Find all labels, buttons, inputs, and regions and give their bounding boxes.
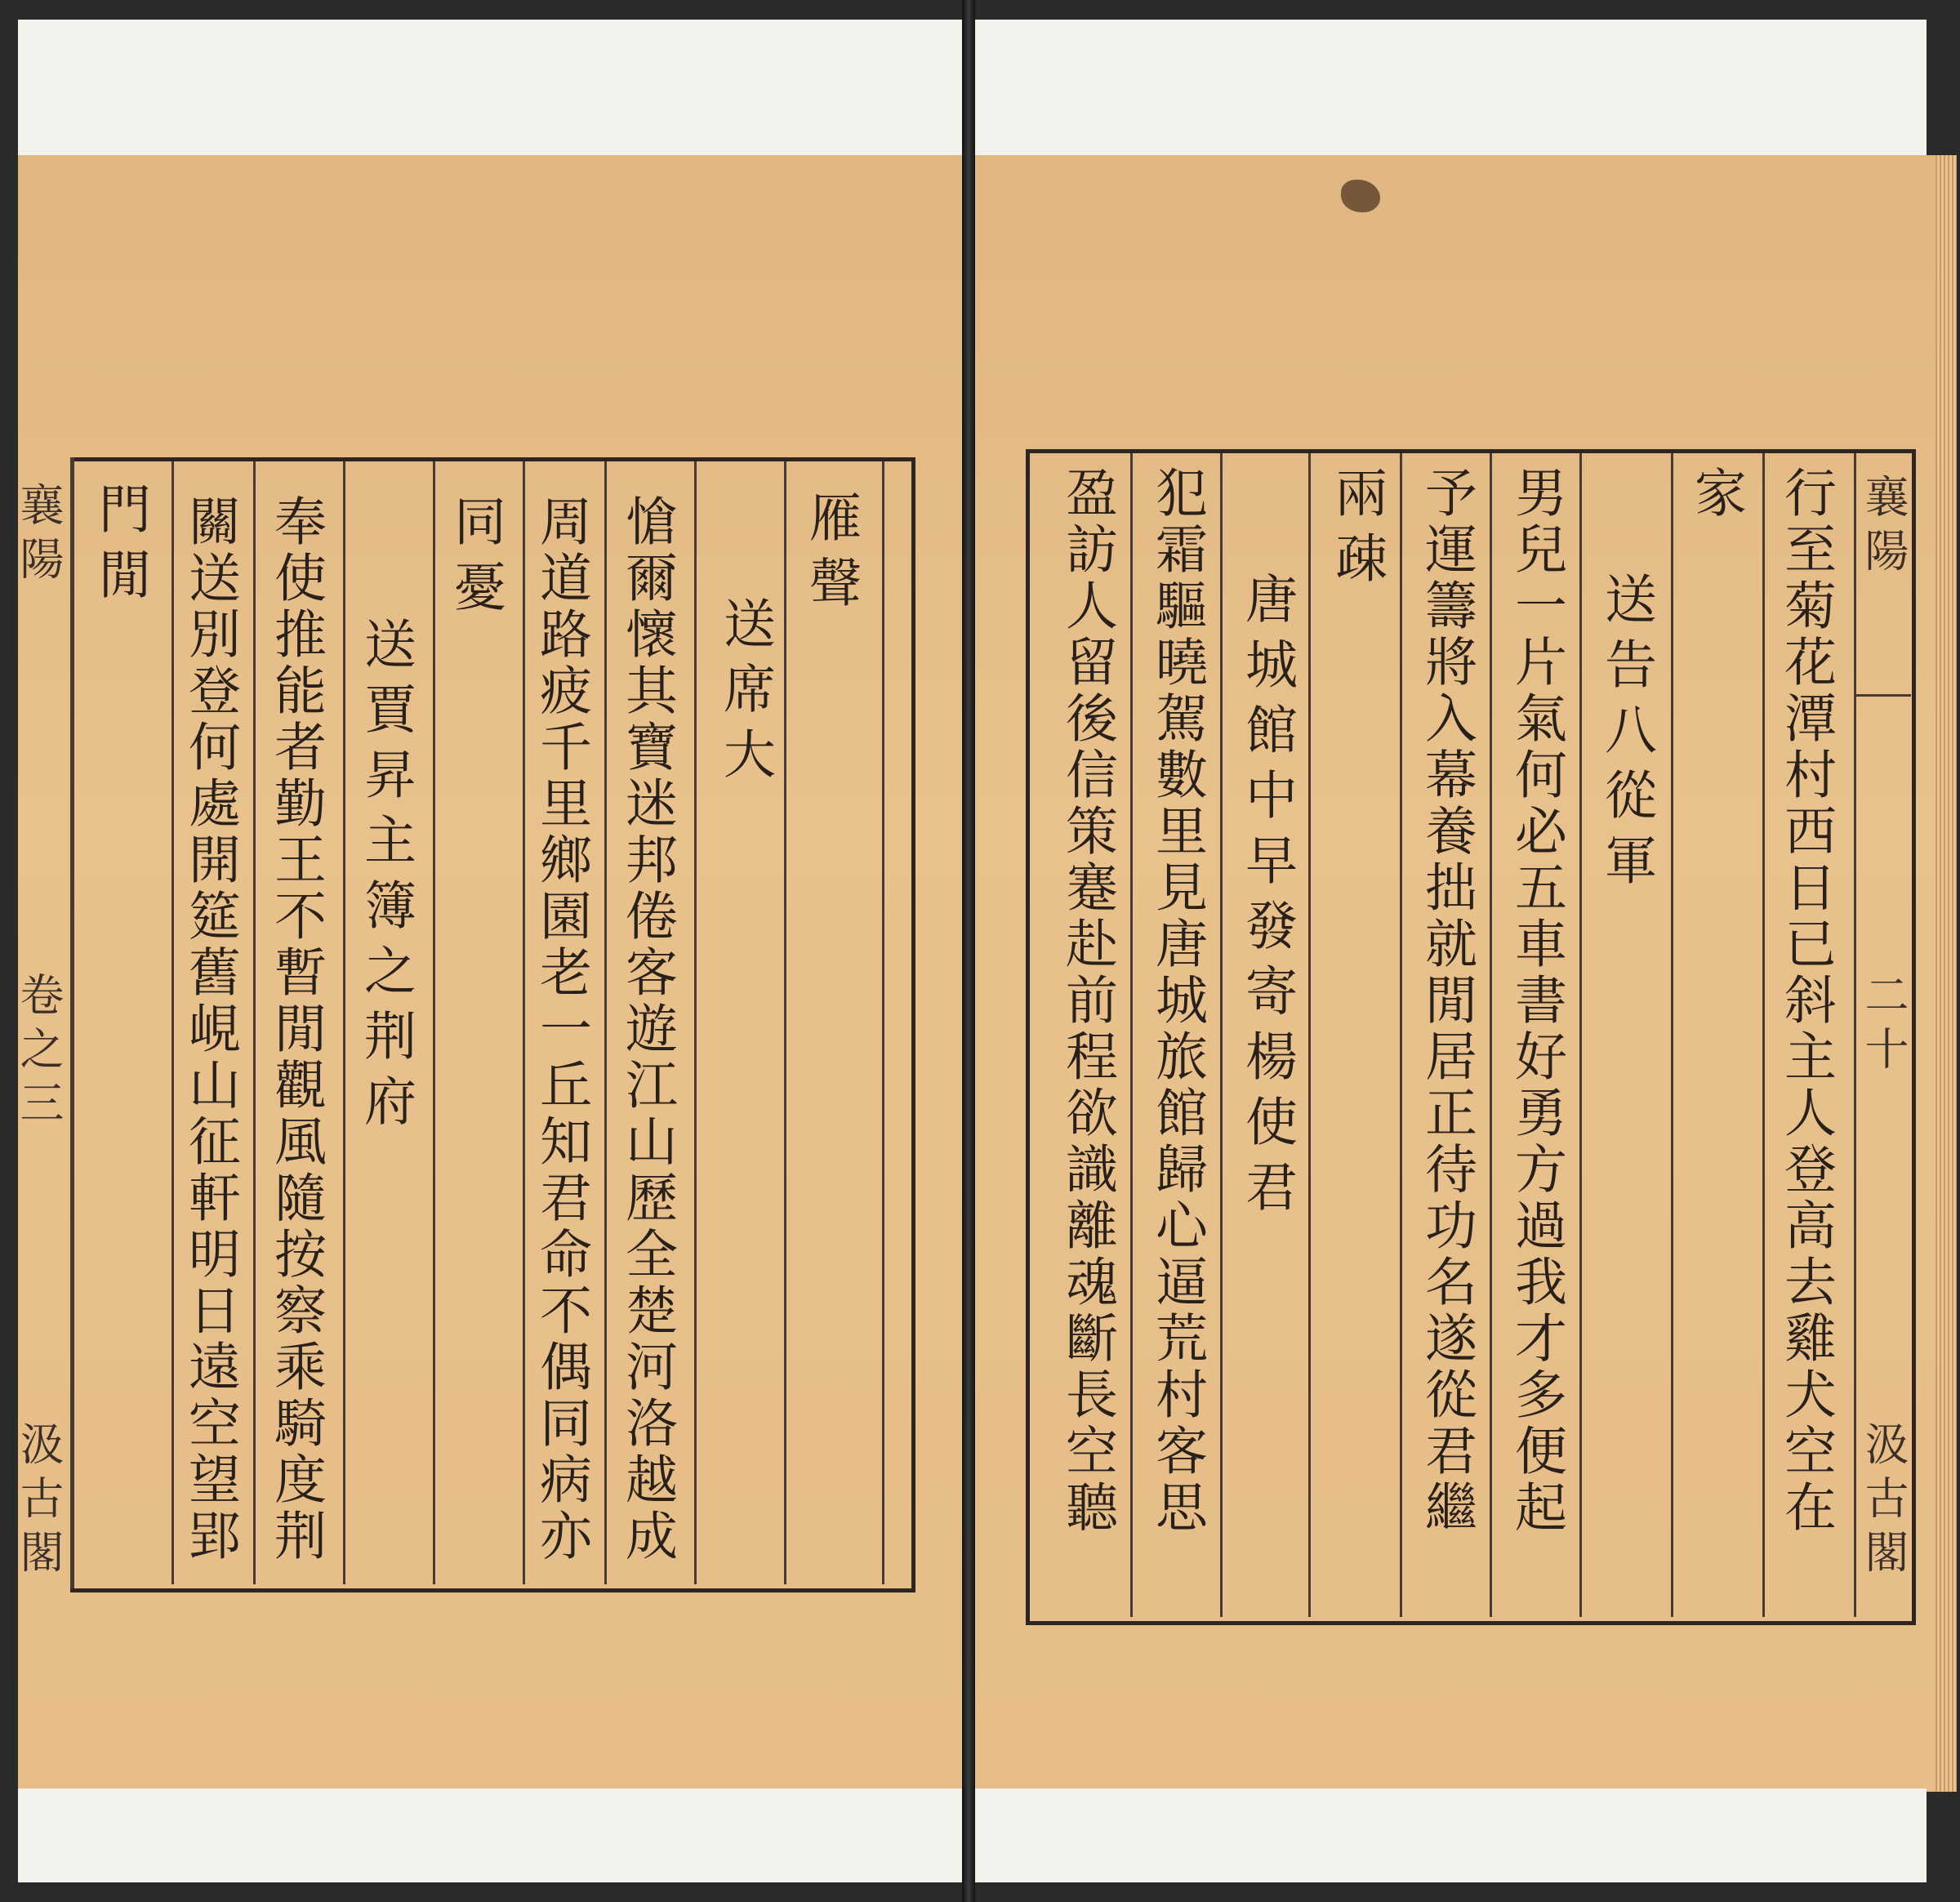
text-column-8: 犯霜驅曉駕數里見唐城旅館歸心逼荒村客思 [1147, 465, 1207, 1536]
margin-divider [1854, 694, 1911, 697]
margin-title: 襄陽 [13, 482, 65, 590]
column-rule [1579, 453, 1582, 1617]
right-page [975, 0, 1960, 1902]
column-rule [1671, 453, 1673, 1617]
column-rule [1854, 453, 1856, 1617]
text-column-5: 同憂 [445, 494, 506, 625]
text-column-3: 送告八從軍 [1596, 572, 1656, 898]
column-rule [604, 461, 607, 1584]
text-column-7: 唐城館中早發寄楊使君 [1236, 572, 1297, 1225]
bottom-margin-board [18, 1788, 964, 1882]
column-rule [433, 461, 435, 1584]
text-column-9: 門閒 [90, 482, 150, 612]
column-rule [784, 461, 786, 1584]
margin-publisher: 汲古閣 [1858, 1421, 1909, 1583]
page-edges [1936, 155, 1957, 1792]
margin-page-number: 二十 [1858, 972, 1909, 1080]
text-column-3: 愴爾懷其寶迷邦倦客遊江山歷全楚河洛越成 [617, 494, 677, 1565]
book-spine [962, 0, 975, 1902]
text-column-2: 送席大 [715, 596, 775, 792]
column-rule [1400, 453, 1402, 1617]
text-column-6: 兩疎 [1326, 465, 1387, 596]
column-rule [1220, 453, 1223, 1617]
column-rule [1130, 453, 1133, 1617]
column-rule [1762, 453, 1765, 1617]
margin-publisher: 汲古閣 [13, 1421, 65, 1583]
text-column-9: 盈訪人留後信策蹇赴前程欲識離魂斷長空聽 [1057, 465, 1117, 1536]
text-column-2: 家 [1686, 465, 1746, 531]
column-rule [343, 461, 345, 1584]
text-column-8: 關送別登何處開筵舊峴山征軒明日遠空望郢 [180, 494, 240, 1565]
left-page [0, 0, 964, 1902]
column-rule [523, 461, 525, 1584]
margin-volume: 卷之三 [13, 972, 65, 1134]
margin-title: 襄陽 [1858, 474, 1909, 581]
top-margin-board [975, 20, 1927, 160]
column-rule [694, 461, 697, 1584]
column-rule [1490, 453, 1492, 1617]
column-rule [253, 461, 256, 1584]
column-rule [172, 461, 174, 1584]
text-column-1: 雁聲 [800, 490, 861, 621]
bottom-margin-board [975, 1788, 1927, 1882]
column-rule [1308, 453, 1311, 1617]
text-column-5: 予運籌將入幕養拙就閒居正待功名遂從君繼 [1416, 465, 1477, 1536]
column-rule [882, 461, 884, 1584]
top-margin-board [18, 20, 964, 160]
text-column-6: 送賈昇主簿之荆府 [355, 617, 416, 1139]
text-column-7: 奉使推能者勤王不暫閒觀風隨按察乘騎度荆 [265, 494, 326, 1565]
text-column-1: 行至菊花潭村西日已斜主人登高去雞犬空在 [1775, 465, 1836, 1536]
text-column-4: 男兒一片氣何必五車書好勇方過我才多便起 [1506, 465, 1566, 1536]
text-column-4: 周道路疲千里鄉園老一丘知君命不偶同病亦 [531, 494, 591, 1565]
frame-edge [70, 457, 74, 1588]
